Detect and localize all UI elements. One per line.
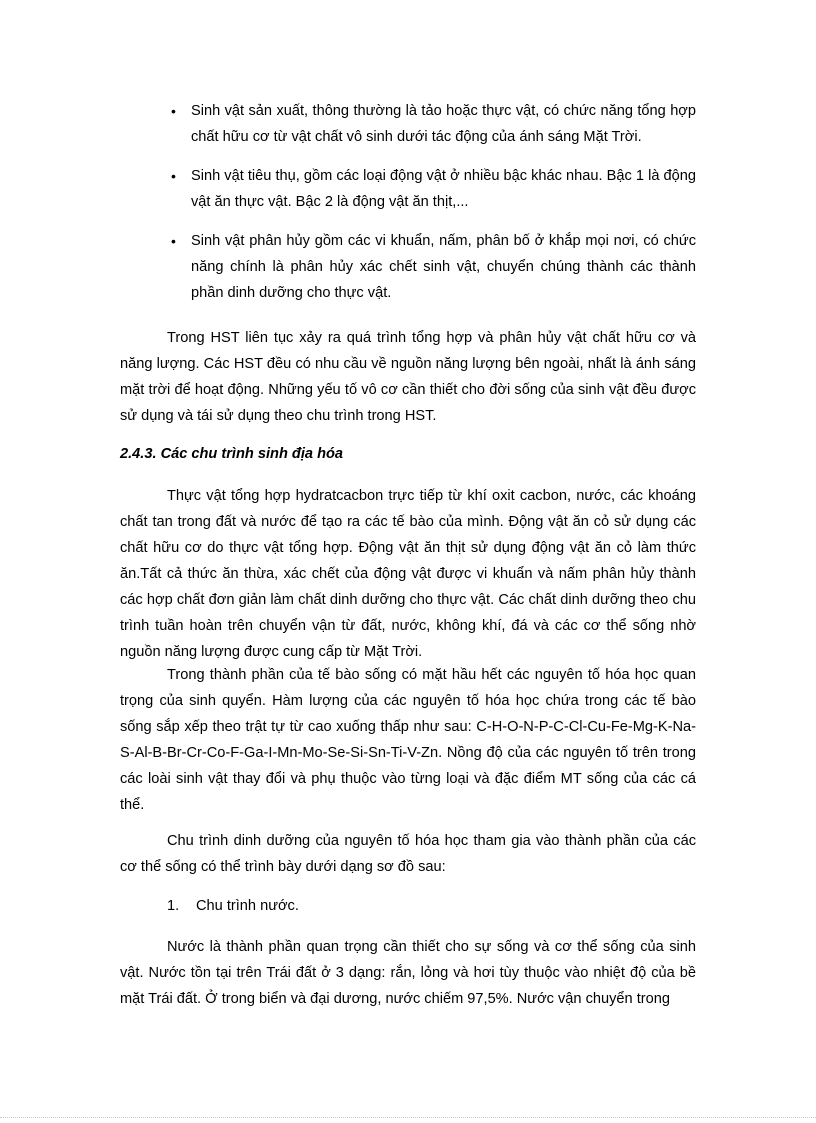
bullet-icon: • (171, 168, 176, 184)
bullet-text: Sinh vật phân hủy gồm các vi khuẩn, nấm, phân bố ở khắp mọi nơi, có chức năng chính là phân hủy xác chết sinh vật, chuyển chúng thành các thành phần dinh dưỡng cho thực vật. (191, 233, 696, 301)
bullet-item (120, 163, 696, 215)
paragraph-elements: Trong thành phần của tế bào sống có mặt hầu hết các nguyên tố hóa học quan trọng của sinh quyển. Hàm lượng của các nguyên tố hóa học chứa trong các tế bào sống sắp xếp theo trật tự từ cao xuống thấp như sau: C-H-O-N-P-C-Cl-Cu-Fe-Mg-K-Na-S-Al-B-Br-Cr-Co-F-Ga-I-Mn-Mo-Se-Si-Sn-Ti-V-Zn. Nồng độ của các nguyên tố trên trong các loài sinh vật thay đổi và phụ thuộc vào từng loại và đặc điểm MT sống của các cá thể. (120, 667, 696, 813)
bullet-item (120, 228, 696, 306)
paragraph-hst: Trong HST liên tục xảy ra quá trình tổng hợp và phân hủy vật chất hữu cơ và năng lượng. Các HST đều có nhu cầu về nguồn năng lượng bên ngoài, nhất là ánh sáng mặt trời để hoạt động. Những yếu tố vô cơ cần thiết cho đời sống của sinh vật đều được sử dụng và tái sử dụng theo chu trình trong HST. (120, 330, 696, 424)
item-text: Chu trình nước. (196, 898, 299, 914)
bullet-item (120, 98, 696, 150)
page-bottom-rule (0, 1117, 816, 1118)
bullet-icon: • (171, 233, 176, 249)
bullet-icon: • (171, 103, 176, 119)
bullet-text: Sinh vật tiêu thụ, gồm các loại động vật ở nhiều bậc khác nhau. Bậc 1 là động vật ăn thực vật. Bậc 2 là động vật ăn thịt,... (191, 168, 696, 210)
paragraph-water: Nước là thành phần quan trọng cần thiết cho sự sống và cơ thể sống của sinh vật. Nước tồn tại trên Trái đất ở 3 dạng: rắn, lỏng và hơi tùy thuộc vào nhiệt độ của bề mặt Trái đất. Ở trong biển và đại dương, nước chiếm 97,5%. Nước vận chuyển trong (120, 939, 696, 1007)
numbered-item (120, 893, 696, 919)
section-heading: 2.4.3. Các chu trình sinh địa hóa (120, 446, 344, 462)
paragraph-plants: Thực vật tổng hợp hydratcacbon trực tiếp từ khí oxit cacbon, nước, các khoáng chất tan trong đất và nước để tạo ra các tế bào của mình. Động vật ăn cỏ sử dụng các chất hữu cơ do thực vật tổng hợp. Động vật ăn thịt sử dụng động vật ăn cỏ làm thức ăn.Tất cả thức ăn thừa, xác chết của động vật được vi khuẩn và nấm phân hủy thành các hợp chất đơn giản làm chất dinh dưỡng cho thực vật. Các chất dinh dưỡng theo chu trình tuần hoàn trên chuyển vận từ đất, nước, không khí, đá và các cơ thể sống nhờ nguồn năng lượng được cung cấp từ Mặt Trời. (120, 488, 696, 660)
bullet-text: Sinh vật sản xuất, thông thường là tảo hoặc thực vật, có chức năng tổng hợp chất hữu cơ từ vật chất vô sinh dưới tác động của ánh sáng Mặt Trời. (191, 103, 696, 145)
paragraph-cycle: Chu trình dinh dưỡng của nguyên tố hóa học tham gia vào thành phần của các cơ thể sống có thể trình bày dưới dạng sơ đồ sau: (120, 833, 696, 875)
item-number: 1. (167, 898, 180, 914)
bullet-list (120, 98, 696, 319)
